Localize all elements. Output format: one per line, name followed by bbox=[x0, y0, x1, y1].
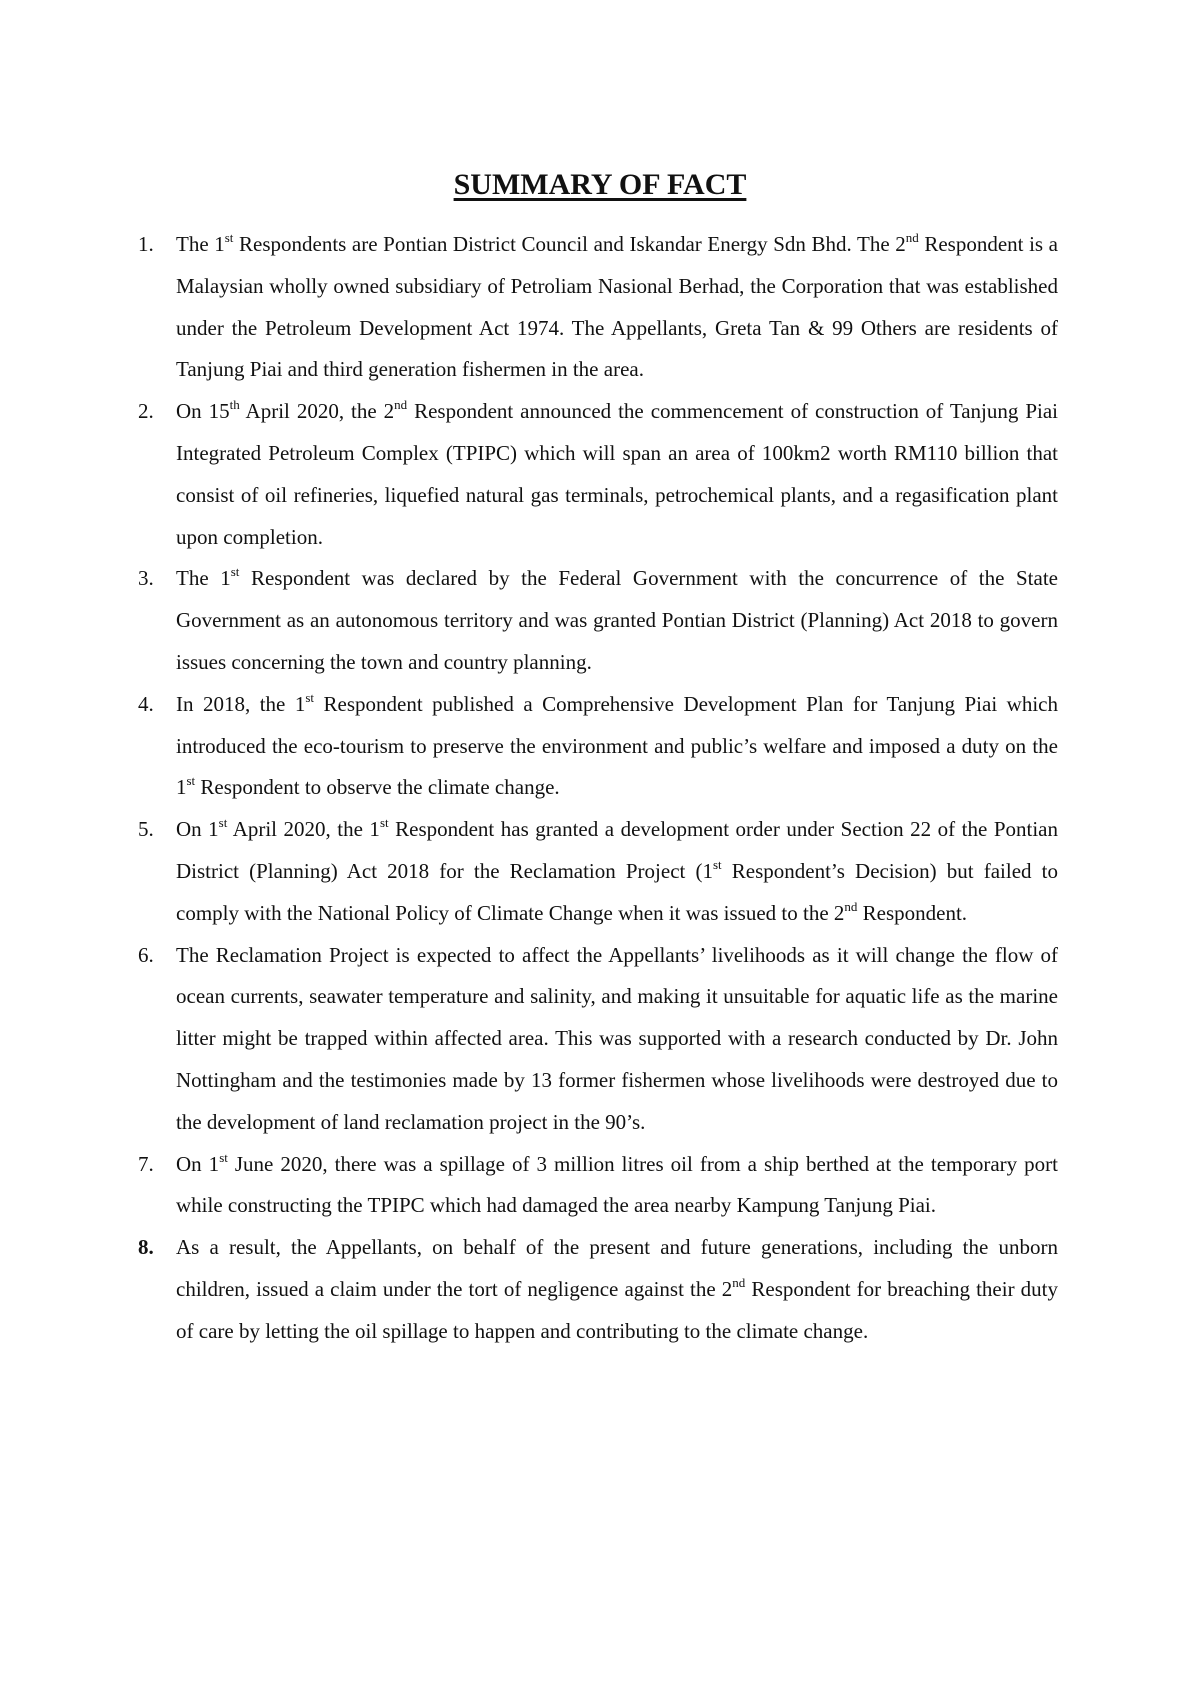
fact-number: 8. bbox=[138, 1235, 154, 1260]
fact-text: The 1 bbox=[176, 232, 225, 256]
fact-item bbox=[138, 558, 1058, 683]
ordinal-suffix: st bbox=[230, 564, 240, 580]
fact-text: The Reclamation Project is expected to affect the Appellants’ livelihoods as it will change the flow of ocean currents, seawater temperature and salinity, and making it unsuitable for aquatic life as the marine litter might be trapped within affected area. This was supported with a research conducted by Dr. John Nottingham and the testimonies made by 13 former fishermen whose livelihoods were destroyed due to the development of land reclamation project in the 90’s. bbox=[176, 942, 1058, 1134]
fact-number: 2. bbox=[138, 399, 154, 424]
fact-number: 7. bbox=[138, 1151, 154, 1176]
fact-text: Respondent is a Malaysian wholly owned subsidiary of Petroliam Nasional Berhad, the Corporation that was established under the Petroleum Development Act 1974. The Appellants, Greta Tan & 99 Others are residents of Tanjung Piai and third generation fishermen in the area. bbox=[176, 232, 1058, 382]
fact-text: June 2020, there was a spillage of 3 million litres oil from a ship berthed at the temporary port while constructing the TPIPC which had damaged the area nearby Kampung Tanjung Piai. bbox=[176, 1151, 1058, 1218]
fact-text: Respondent published a Comprehensive Development Plan for Tanjung Piai which introduced the eco-tourism to preserve the environment and public’s welfare and imposed a duty on the 1 bbox=[176, 691, 1058, 800]
fact-text: April 2020, the 1 bbox=[227, 817, 380, 842]
fact-text: Respondent has granted a development order under Section 22 of the Pontian District (Planning) Act 2018 for the Reclamation Project (1 bbox=[176, 817, 1058, 883]
fact-text: Respondent for breaching their duty of care by letting the oil spillage to happen and contributing to the climate change. bbox=[176, 1276, 1059, 1343]
fact-text: Respondent to observe the climate change. bbox=[195, 775, 560, 800]
fact-text: Respondent was declared by the Federal Government with the concurrence of the State Government as an autonomous territory and was granted Pontian District (Planning) Act 2018 to govern issues concerning the town and country planning. bbox=[176, 566, 1058, 674]
fact-item bbox=[138, 1144, 1058, 1228]
ordinal-suffix: st bbox=[186, 773, 196, 789]
ordinal-suffix: th bbox=[229, 397, 240, 413]
fact-item bbox=[138, 684, 1058, 809]
fact-number: 6. bbox=[138, 942, 154, 967]
fact-item bbox=[138, 935, 1058, 1144]
fact-number: 4. bbox=[138, 691, 154, 716]
fact-text: Respondent’s Decision) but failed to comply with the National Policy of Climate Change when it was issued to the 2 bbox=[176, 858, 1058, 925]
fact-number: 3. bbox=[138, 566, 154, 591]
ordinal-suffix: st bbox=[219, 1149, 228, 1165]
fact-text: On 1 bbox=[176, 1151, 220, 1176]
fact-text: The 1 bbox=[176, 566, 231, 591]
ordinal-suffix: st bbox=[218, 815, 228, 831]
fact-item bbox=[138, 391, 1058, 558]
ordinal-suffix: st bbox=[224, 230, 234, 245]
fact-item bbox=[138, 809, 1058, 934]
fact-text: April 2020, the 2 bbox=[239, 399, 395, 424]
fact-text: In 2018, the 1 bbox=[176, 691, 306, 716]
fact-list bbox=[138, 224, 1058, 1353]
fact-text: On 15 bbox=[176, 399, 230, 424]
ordinal-suffix: nd bbox=[844, 898, 858, 914]
ordinal-suffix: nd bbox=[394, 397, 408, 413]
fact-text: As a result, the Appellants, on behalf of the present and future generations, including the unborn children, issued a claim under the tort of negligence against the 2 bbox=[176, 1235, 1058, 1301]
fact-text: On 1 bbox=[176, 817, 219, 842]
fact-text: Respondent announced the commencement of construction of Tanjung Piai Integrated Petroleum Complex (TPIPC) which will span an area of 100km2 worth RM110 billion that consist of oil refineries, liquefied natural gas terminals, petrochemical plants, and a regasification plant upon completion. bbox=[176, 399, 1058, 549]
fact-text: Respondent. bbox=[857, 900, 968, 925]
ordinal-suffix: st bbox=[379, 815, 389, 831]
page-title: SUMMARY OF FACT bbox=[453, 168, 747, 201]
fact-number: 1. bbox=[138, 232, 154, 256]
fact-text: Respondents are Pontian District Council and Iskandar Energy Sdn Bhd. The 2 bbox=[233, 232, 906, 256]
ordinal-suffix: st bbox=[305, 689, 315, 705]
fact-item bbox=[138, 1227, 1058, 1352]
ordinal-suffix: st bbox=[712, 856, 722, 872]
fact-number: 5. bbox=[138, 817, 154, 842]
ordinal-suffix: nd bbox=[905, 230, 919, 245]
ordinal-suffix: nd bbox=[732, 1274, 746, 1290]
fact-item bbox=[138, 224, 1058, 391]
